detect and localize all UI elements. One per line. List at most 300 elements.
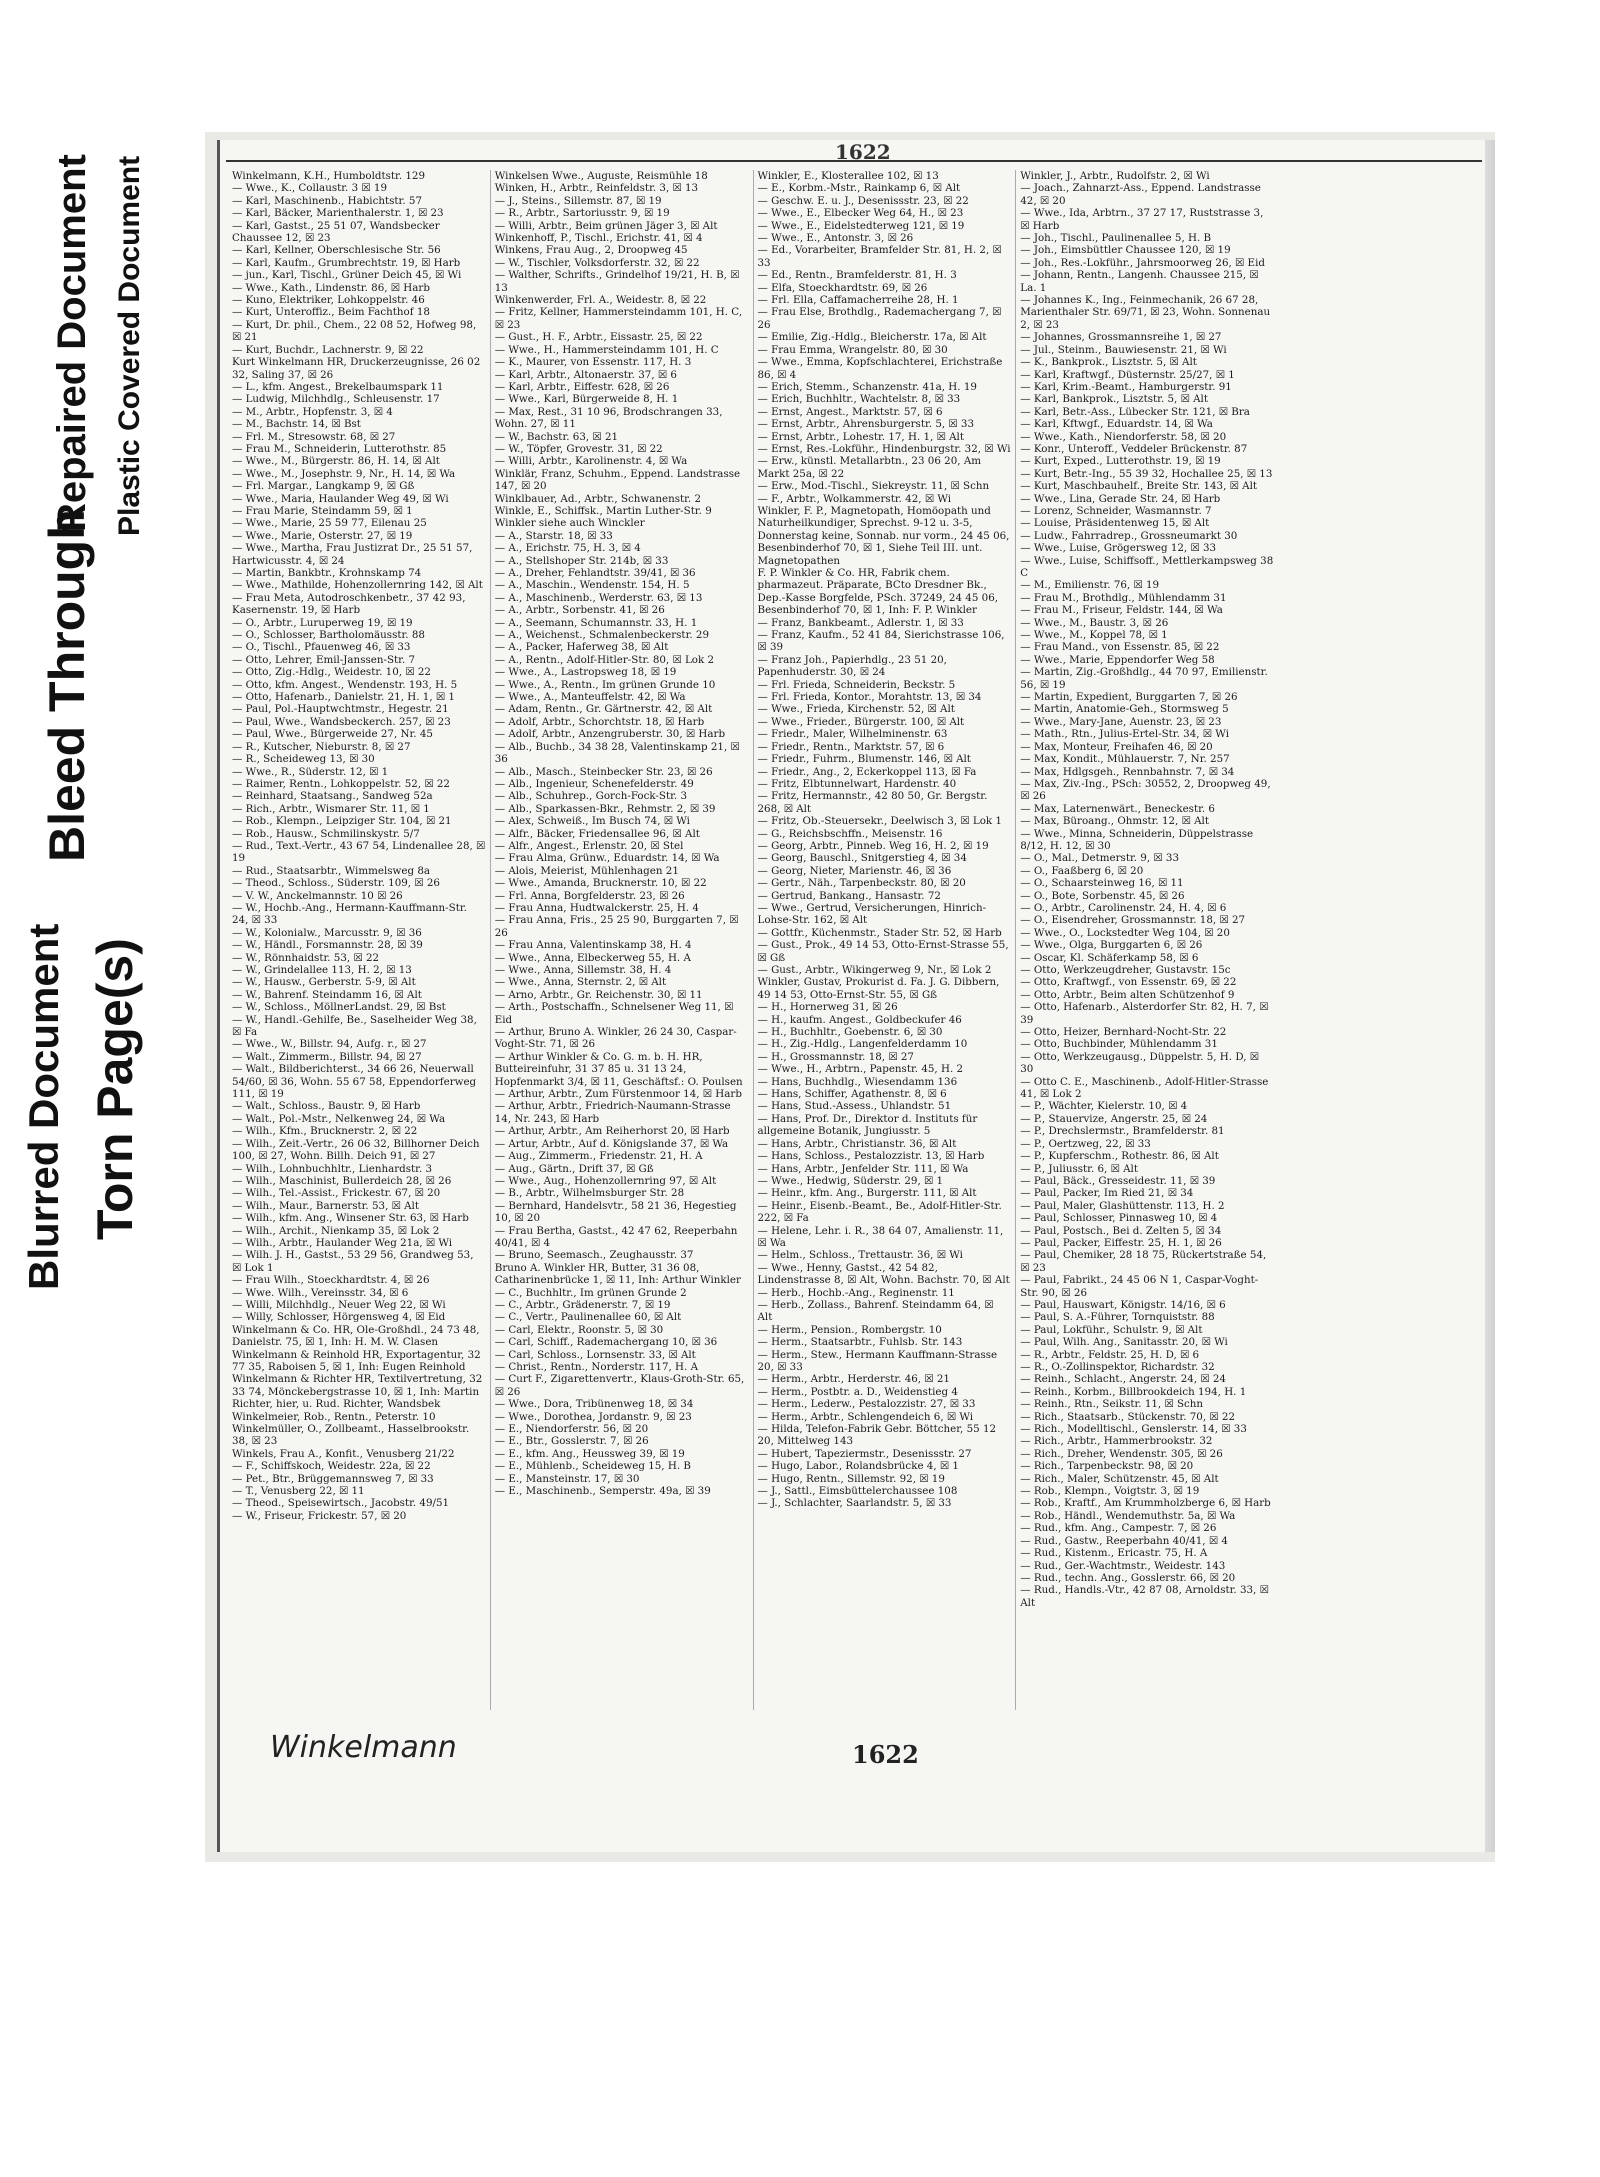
directory-entry: — R., Kutscher, Nieburstr. 8, ☒ 27 [232,740,411,753]
directory-entry: — Gust., Prok., 49 14 53, Otto-Ernst-Strasse 55, ☒ Gß [757,939,1009,964]
directory-entry: — Helm., Schloss., Trettaustr. 36, ☒ Wi [757,1249,963,1262]
directory-entry: — Wwe., Kath., Lindenstr. 86, ☒ Harb [232,281,430,294]
directory-entry: — Hans, Prof. Dr., Direktor d. Instituts für allgemeine Botanik, Jungiusstr. 5 [757,1112,978,1138]
directory-entry: — Wwe., Minna, Schneiderin, Düppelstrasse 8/12, H. 12, ☒ 30 [1020,827,1254,852]
directory-entry: — C., Arbtr., Grädenerstr. 7, ☒ 19 [494,1298,671,1311]
directory-entry: — Frau Marie, Steindamm 59, ☒ 1 [232,504,413,517]
directory-entry: — Ernst, Arbtr., Lohestr. 17, H. 1, ☒ Alt [757,430,964,443]
directory-entry: — Adolf, Arbtr., Anzengruberstr. 30, ☒ Harb [494,728,726,741]
directory-entry: — Gertrud, Bankang., Hansastr. 72 [757,889,941,902]
directory-entry: — Frl. Ella, Caffamacherreihe 28, H. 1 [757,294,959,307]
directory-entry: — Rud., Text.-Vertr., 43 67 54, Lindenallee 28, ☒ 19 [232,839,486,865]
directory-entry: — Gust., H. F., Arbtr., Eissastr. 25, ☒ 22 [494,331,703,344]
directory-entry: — Karl, Maschinenb., Habichtstr. 57 [232,194,422,207]
directory-entry: — Rud., Handls.-Vtr., 42 87 08, Arnoldstr. 33, ☒ Alt [1020,1584,1269,1609]
directory-entry: — P., Oertzweg, 22, ☒ 33 [1020,1137,1151,1150]
directory-entry: — Paul, Wwe., Wandsbeckerch. 257, ☒ 23 [232,715,451,728]
directory-entry: — Reinh., Rtn., Seikstr. 11, ☒ Schn [1020,1398,1204,1411]
directory-entry: — O., Bote, Sorbenstr. 45, ☒ 26 [1020,889,1185,902]
directory-entry: — Rud., techn. Ang., Gosslerstr. 66, ☒ 20 [1020,1571,1236,1584]
directory-entry: — Gertr., Näh., Tarpenbeckstr. 80, ☒ 20 [757,877,966,890]
directory-entry: — Wwe., M., Baustr. 3, ☒ 26 [1020,616,1169,629]
directory-entry: — A., Seemann, Schumannstr. 33, H. 1 [494,616,698,629]
directory-entry: — Alfr., Angest., Erlenstr. 20, ☒ Stel [494,839,684,852]
directory-entry: — Reinh., Schlacht., Angerstr. 24, ☒ 24 [1020,1373,1226,1386]
directory-entry: Winkler siehe auch Winckler [494,517,645,530]
directory-entry: — Herm., Pension., Rombergstr. 10 [757,1323,942,1336]
directory-entry: — H., Grossmannstr. 18, ☒ 27 [757,1050,914,1063]
directory-entry: — Louise, Präsidentenweg 15, ☒ Alt [1020,517,1210,530]
directory-entry: — A., Weichenst., Schmalenbeckerstr. 29 [494,629,710,642]
directory-entry: — Friedr., Fuhrm., Blumenstr. 146, ☒ Alt [757,753,971,766]
directory-entry: — Reinhard, Staatsang., Sandweg 52a [232,790,433,803]
directory-entry: — Otto, Hafenarb., Alsterdorfer Str. 82, H. 7, ☒ 39 [1020,1001,1269,1026]
directory-entry: — M., Arbtr., Hopfenstr. 3, ☒ 4 [232,405,393,418]
directory-entry: — A., Arbtr., Sorbenstr. 41, ☒ 26 [494,604,665,617]
directory-entry: — Lorenz, Schneider, Wasmannstr. 7 [1020,504,1212,517]
directory-entry: — Paul, Hauswart, Königstr. 14/16, ☒ 6 [1020,1298,1226,1311]
directory-entry: — Curt F., Zigarettenvertr., Klaus-Groth-Str. 65, ☒ 26 [494,1373,745,1398]
directory-entry: — F., Arbtr., Wolkammerstr. 42, ☒ Wi [757,492,952,505]
directory-entry: — Alois, Meierist, Mühlenhagen 21 [494,864,679,877]
directory-entry: — Fritz, Elbtunnelwart, Hardenstr. 40 [757,777,957,790]
directory-entry: — Herm., Arbtr., Schlengendeich 6, ☒ Wi [757,1410,974,1423]
directory-entry: — Georg, Nieter, Marienstr. 46, ☒ 36 [757,864,952,877]
directory-entry: Winkelmüller, O., Zollbeamt., Hasselbrookstr. 38, ☒ 23 [232,1423,470,1448]
directory-entry: — Frau M., Brothdlg., Mühlendamm 31 [1020,591,1227,604]
directory-entry: — Ernst, Res.-Lokführ., Hindenburgstr. 32, ☒ Wi [757,442,1011,455]
directory-entry: — Frau M., Friseur, Feldstr. 144, ☒ Wa [1020,604,1223,617]
directory-entry: — Frau Meta, Autodroschkenbetr., 37 42 93, Kasernenstr. 19, ☒ Harb [232,591,466,617]
directory-entry: — Rob., Klempn., Voigtstr. 3, ☒ 19 [1020,1485,1200,1498]
directory-entry: — Wwe., Amanda, Brucknerstr. 10, ☒ 22 [494,877,707,890]
directory-entry: — Martin, Bankbtr., Krohnskamp 74 [232,567,422,579]
directory-entry: — Paul, Schlosser, Pinnasweg 10, ☒ 4 [1020,1212,1218,1225]
directory-entry: — Frau M., Schneiderin, Lutterothstr. 85 [232,442,447,455]
directory-entry: — Alex, Schweiß., Im Busch 74, ☒ Wi [494,815,690,828]
directory-entry: — O., Tischl., Pfauenweg 46, ☒ 33 [232,641,411,654]
directory-entry: — Wwe., Henny, Gastst., 42 54 82, Lindenstrasse 8, ☒ Alt, Wohn. Bachstr. 70, ☒ Alt [757,1261,1010,1287]
directory-entry: — Wwe., Dorothea, Jordanstr. 9, ☒ 23 [494,1410,692,1423]
directory-entry: — Franz, Bankbeamt., Adlerstr. 1, ☒ 33 [757,616,964,629]
directory-entry: — Max, Monteur, Freihafen 46, ☒ 20 [1020,740,1213,753]
directory-entry: — Erich, Stemm., Schanzenstr. 41a, H. 19 [757,380,977,393]
directory-entry: — A., Stellshoper Str. 214b, ☒ 33 [494,554,669,567]
directory-entry: — Fritz, Kellner, Hammersteindamm 101, H. C, ☒ 23 [494,306,743,331]
directory-entry: — Otto, Lehrer, Emil-Janssen-Str. 7 [232,653,416,666]
directory-entry: — A., Maschinenb., Werderstr. 63, ☒ 13 [494,591,703,604]
directory-entry: — Alb., Ingenieur, Schenefelderstr. 49 [494,777,694,790]
directory-entry: — Karl, Bäcker, Marienthalerstr. 1, ☒ 23 [232,207,444,220]
directory-entry: — Frl. Anna, Borgfelderstr. 23, ☒ 26 [494,889,685,902]
directory-entry: — Kurt, Dr. phil., Chem., 22 08 52, Hofweg 98, ☒ 21 [232,318,477,344]
directory-entry: — Karl, Bankprok., Lisztstr. 5, ☒ Alt [1020,393,1208,406]
directory-entry: — Rich., Arbtr., Wismarer Str. 11, ☒ 1 [232,802,430,815]
directory-entry: — Christ., Rentn., Norderstr. 117, H. A [494,1361,699,1373]
directory-entry: — Max, Büroang., Ohmstr. 12, ☒ Alt [1020,815,1209,828]
columns [228,170,1278,1710]
directory-entry: — O., Eisendreher, Grossmannstr. 18, ☒ 27 [1020,914,1246,927]
directory-entry: — Wwe., M., Bürgerstr. 86, H. 14, ☒ Alt [232,455,440,468]
directory-entry: — Theod., Speisewirtsch., Jacobstr. 49/51 [232,1497,450,1510]
directory-entry: Winkenhoff, P., Tischl., Erichstr. 41, ☒ 4 [494,232,703,245]
directory-entry: — Max, Rest., 31 10 96, Brodschrangen 33, Wohn. 27, ☒ 11 [494,405,723,431]
directory-entry: — Karl, Betr.-Ass., Lübecker Str. 121, ☒ Bra [1020,405,1250,418]
directory-entry: — Erw., künstl. Metallarbtn., 23 06 20, Am Markt 25a, ☒ 22 [757,455,982,480]
directory-entry: — Carl, Schiff., Rademachergang 10, ☒ 36 [494,1336,718,1349]
directory-entry: — jun., Karl, Tischl., Grüner Deich 45, ☒ Wi [232,269,462,282]
directory-entry: — Paul, Fabrikt., 24 45 06 N 1, Caspar-Voght-Str. 90, ☒ 26 [1020,1274,1259,1299]
directory-entry: — Alb., Buchb., 34 38 28, Valentinskamp 21, ☒ 36 [494,740,740,766]
directory-entry: — Raimer, Rentn., Lohkoppelstr. 52, ☒ 22 [232,777,450,790]
directory-entry: — Wwe., W., Billstr. 94, Aufg. r., ☒ 27 [232,1038,427,1051]
directory-entry: — Otto, kfm. Angest., Wendenstr. 193, H. 5 [232,678,458,691]
directory-entry: — Ernst, Arbtr., Ahrensburgerstr. 5, ☒ 33 [757,418,975,431]
directory-entry: — R., Arbtr., Feldstr. 25, H. D, ☒ 6 [1020,1348,1200,1361]
directory-entry: — Martin, Expedient, Burggarten 7, ☒ 26 [1020,691,1238,704]
directory-entry: — Wwe., Marie, 25 59 77, Eilenau 25 [232,517,427,530]
directory-entry: — Wwe., Frieder., Bürgerstr. 100, ☒ Alt [757,715,965,728]
directory-entry: Winkler, F. P., Magnetopath, Homöopath und Naturheilkundiger, Sprechst. 9-12 u. 3-5, Donnerstag keine, Sonnab. nur vorm., 24 45 06, Besenbinderhof 70, ☒ 1, Siehe Teil III. unt. Magnetopathen [757,504,1010,567]
directory-entry: — Frl. M., Stresowstr. 68, ☒ 27 [232,430,396,443]
directory-entry: — R., Scheideweg 13, ☒ 30 [232,753,375,766]
directory-entry: — Max, Ziv.-Ing., PSch: 30552, 2, Droopweg 49, ☒ 26 [1020,777,1271,803]
directory-entry: — P., Kupferschm., Rothestr. 86, ☒ Alt [1020,1150,1219,1163]
directory-entry: — Hans, Schiffer, Agathenstr. 8, ☒ 6 [757,1088,947,1101]
directory-entry: — G., Reichsbschffn., Meisenstr. 16 [757,827,943,840]
directory-entry: Winkelsen Wwe., Auguste, Reismühle 18 [494,170,708,182]
page-number-header: 1622 [835,140,891,164]
directory-entry: — E., Btr., Gosslerstr. 7, ☒ 26 [494,1435,649,1448]
directory-entry: — Herb., Hochb.-Ang., Reginenstr. 11 [757,1286,955,1299]
directory-entry: — Joh., Eimsbüttler Chaussee 120, ☒ 19 [1020,244,1231,257]
directory-entry: — K., Bankprok., Lisztstr. 5, ☒ Alt [1020,356,1197,369]
directory-entry: — Wwe., Martha, Frau Justizrat Dr., 25 51 57, Hartwicusstr. 4, ☒ 24 [232,542,473,567]
directory-entry: — W., Hausw., Gerberstr. 5-9, ☒ Alt [232,976,416,989]
directory-entry: Winkels, Frau A., Konfit., Venusberg 21/22 [232,1447,455,1460]
directory-entry: — Otto, Werkzeugdreher, Gustavstr. 15c [1020,964,1231,976]
directory-entry: — M., Emilienstr. 76, ☒ 19 [1020,579,1160,592]
directory-entry: — J., Steins., Sillemstr. 87, ☒ 19 [494,194,662,207]
directory-entry: — Wwe., Ida, Arbtrn., 37 27 17, Ruststrasse 3, ☒ Harb [1020,207,1264,232]
directory-entry: — Ernst, Angest., Marktstr. 57, ☒ 6 [757,405,943,418]
directory-entry: — Walt., Bildberichterst., 34 66 26, Neuerwall 54/60, ☒ 36, Wohn. 55 67 58, Eppendorferweg 111, ☒ 19 [232,1063,477,1101]
directory-entry: — Willi, Milchhdlg., Neuer Weg 22, ☒ Wi [232,1298,446,1311]
directory-entry: — Kurt, Maschbauhelf., Breite Str. 143, ☒ Alt [1020,480,1258,493]
directory-entry: — Wilh., Arbtr., Haulander Weg 21a, ☒ Wi [232,1236,453,1249]
handwritten-name: Winkelmann [270,1730,457,1765]
directory-entry: — Ludwig, Milchhdlg., Schleusenstr. 17 [232,393,440,406]
directory-entry: — Karl, Krim.-Beamt., Hamburgerstr. 91 [1020,380,1232,393]
directory-entry: — O., Faaßberg 6, ☒ 20 [1020,864,1144,877]
directory-entry: — Kurt, Buchdr., Lachnerstr. 9, ☒ 22 [232,343,424,356]
directory-entry: — T., Venusberg 22, ☒ 11 [232,1485,365,1498]
directory-entry: Winkler, Gustav, Prokurist d. Fa. J. G. Dibbern, 49 14 53, Otto-Ernst-Str. 55, ☒ Gß [757,976,1000,1001]
directory-entry: — Konr., Unteroff., Veddeler Brückenstr. 87 [1020,442,1248,455]
directory-entry: Bruno A. Winkler HR, Butter, 31 36 08, Catharinenbrücke 1, ☒ 11, Inh: Arthur Winkler [494,1261,741,1287]
directory-entry: — Martin, Anatomie-Geh., Stormsweg 5 [1020,703,1229,716]
directory-entry: — Wwe., Kath., Niendorferstr. 58, ☒ 20 [1020,430,1227,443]
directory-entry: — Elfa, Stoeckhardtstr. 69, ☒ 26 [757,281,928,294]
directory-entry: — Wwe., Hedwig, Süderstr. 29, ☒ 1 [757,1174,944,1187]
directory-entry: — Frau Emma, Wrangelstr. 80, ☒ 30 [757,343,948,356]
directory-entry: — M., Bachstr. 14, ☒ Bst [232,418,361,431]
directory-entry: — A., Packer, Haferweg 38, ☒ Alt [494,641,669,654]
directory-entry: — Wilh., Tel.-Assist., Frickestr. 67, ☒ 20 [232,1187,441,1200]
directory-entry: — Aug., Gärtn., Drift 37, ☒ Gß [494,1162,654,1175]
directory-entry: — Herm., Postbtr. a. D., Weidenstieg 4 [757,1385,958,1398]
directory-entry: — W., Bahrenf. Steindamm 16, ☒ Alt [232,988,422,1001]
label-plastic-covered-document: Plastic Covered Document [113,155,146,536]
directory-entry: — Aug., Zimmerm., Friedenstr. 21, H. A [494,1150,703,1163]
directory-entry: — Math., Rtn., Julius-Ertel-Str. 34, ☒ Wi [1020,728,1229,741]
directory-entry: — Paul, Maler, Glashüttenstr. 113, H. 2 [1020,1199,1225,1212]
directory-entry: — Johannes, Grossmannsreihe 1, ☒ 27 [1020,331,1222,344]
directory-entry: — Rud., Staatsarbtr., Wimmelsweg 8a [232,864,431,877]
directory-entry: — E., Niendorferstr. 56, ☒ 20 [494,1423,649,1436]
directory-entry: — Herm., Staatsarbtr., Fuhlsb. Str. 143 [757,1336,963,1349]
directory-entry: — Rud., kfm. Ang., Campestr. 7, ☒ 26 [1020,1522,1217,1535]
directory-entry: — Hugo, Rentn., Sillemstr. 92, ☒ 19 [757,1472,945,1485]
directory-entry: — Paul, Pol.-Hauptwchtmstr., Hegestr. 21 [232,703,449,716]
directory-entry: Kurt Winkelmann HR, Druckerzeugnisse, 26 02 32, Saling 37, ☒ 26 [232,356,481,381]
directory-entry: Winkelmann, K.H., Humboldtstr. 129 [232,170,426,182]
scanned-page [205,132,1495,1862]
directory-entry: — Wwe., Gertrud, Versicherungen, Hinrich-Lohse-Str. 162, ☒ Alt [757,901,987,927]
directory-entry: — W., Friseur, Frickestr. 57, ☒ 20 [232,1509,407,1522]
directory-entry: — Ludw., Fahrradrep., Grossneumarkt 30 [1020,529,1238,542]
directory-entry: — Reinh., Korbm., Billbrookdeich 194, H. 1 [1020,1385,1247,1398]
directory-entry: — Karl, Arbtr., Altonaerstr. 37, ☒ 6 [494,368,677,381]
directory-entry: — Wwe., Mathilde, Hohenzollernring 142, ☒ Alt [232,579,483,592]
directory-entry: — Rich., Staatsarb., Stückenstr. 70, ☒ 22 [1020,1410,1236,1423]
directory-entry: — Geschw. E. u. J., Desenissstr. 23, ☒ 22 [757,194,969,207]
column-2 [491,170,754,1710]
directory-entry: — Joh., Res.-Lokführ., Jahrsmoorweg 26, ☒ Eid [1020,256,1265,269]
directory-entry: — Arthur, Arbtr., Zum Fürstenmoor 14, ☒ Harb [494,1088,742,1101]
column-3 [754,170,1017,1710]
directory-entry: — Wwe., R., Süderstr. 12, ☒ 1 [232,765,389,778]
directory-entry: — Wwe., A., Lastropsweg 18, ☒ 19 [494,666,677,679]
directory-entry: — C., Vertr., Paulinenallee 60, ☒ Alt [494,1311,682,1324]
directory-entry: — Karl, Kraftwgf., Düsternstr. 25/27, ☒ 1 [1020,368,1235,381]
directory-entry: — Wwe., Marie, Osterstr. 27, ☒ 19 [232,529,413,542]
directory-entry: — Arth., Postschaffn., Schnelsener Weg 11, ☒ Eid [494,1001,734,1026]
directory-entry: — W., Handl.-Gehilfe, Be., Saselheider Weg 38, ☒ Fa [232,1013,477,1039]
directory-entry: — Paul, Packer, Im Ried 21, ☒ 34 [1020,1187,1194,1200]
directory-entry: Winkelmeier, Rob., Rentn., Peterstr. 10 [232,1410,436,1423]
directory-entry: — Willi, Arbtr., Karolinenstr. 4, ☒ Wa [494,455,688,468]
directory-entry: — Hans, Stud.-Assess., Uhlandstr. 51 [757,1100,952,1113]
directory-entry: — Georg, Bauschl., Snitgerstieg 4, ☒ 34 [757,852,967,865]
directory-entry: — Gust., Arbtr., Wikingerweg 9, Nr., ☒ Lok 2 [757,964,992,976]
directory-entry: — Willi, Arbtr., Beim grünen Jäger 3, ☒ Alt [494,219,718,232]
directory-entry: — Wilh., Maschinist, Bullerdeich 28, ☒ 26 [232,1174,452,1187]
directory-entry: — Paul, Chemiker, 28 18 75, Rückertstraße 54, ☒ 23 [1020,1249,1267,1274]
directory-entry: — Alb., Schuhrep., Gorch-Fock-Str. 3 [494,790,687,803]
directory-entry: — Jul., Steinm., Bauwiesenstr. 21, ☒ Wi [1020,343,1227,356]
directory-entry: — Wwe., Anna, Elbeckerweg 55, H. A [494,951,691,964]
label-blurred-document: Blurred Document [20,923,67,1290]
directory-entry: — Herm., Arbtr., Herderstr. 46, ☒ 21 [757,1373,950,1386]
directory-entry: — E., Korbm.-Mstr., Rainkamp 6, ☒ Alt [757,182,961,195]
directory-entry: — Wwe., M., Josephstr. 9, Nr., H. 14, ☒ Wa [232,467,456,480]
page-edge-shadow [1485,140,1495,1852]
directory-entry: — Johann, Rentn., Langenh. Chaussee 215, ☒ La. 1 [1020,269,1259,294]
directory-entry: — Heinr., kfm. Ang., Burgerstr. 111, ☒ Alt [757,1187,977,1200]
directory-entry: Winklär, Franz, Schuhm., Eppend. Landstrasse 147, ☒ 20 [494,467,741,493]
directory-entry: — Willy, Schlosser, Hörgensweg 4, ☒ Eid [232,1311,446,1324]
directory-entry: — O., Schaarsteinweg 16, ☒ 11 [1020,877,1184,890]
directory-entry: — Rob., Händl., Wendemuthstr. 5a, ☒ Wa [1020,1509,1236,1522]
directory-entry: — Wwe. Wilh., Vereinsstr. 34, ☒ 6 [232,1286,409,1299]
directory-entry: — Herm., Stew., Hermann Kauffmann-Strasse 20, ☒ 33 [757,1348,998,1373]
directory-entry: Winkelmann & Reinhold HR, Exportagentur, 32 77 35, Raboisen 5, ☒ 1, Inh: Eugen Reinhold [232,1348,481,1373]
directory-entry: Winkle, E., Schiffsk., Martin Luther-Str. 9 [494,504,712,517]
directory-entry: — Frl. Frieda, Kontor., Morahtstr. 13, ☒ 34 [757,691,982,704]
directory-entry: — F., Schiffskoch, Weidestr. 22a, ☒ 22 [232,1460,431,1473]
directory-entry: — Wwe., Anna, Sternstr. 2, ☒ Alt [494,976,667,989]
directory-entry: — Kurt, Betr.-Ing., 55 39 32, Hochallee 25, ☒ 13 [1020,467,1273,480]
directory-entry: — Fritz, Ob.-Steuersekr., Deelwisch 3, ☒ Lok 1 [757,815,1002,828]
directory-entry: — Rud., Ger.-Wachtmstr., Weidestr. 143 [1020,1559,1226,1572]
directory-entry: — Fritz, Hermannstr., 42 80 50, Gr. Bergstr. 268, ☒ Alt [757,790,988,815]
directory-entry: — Rich., Tarpenbeckstr. 98, ☒ 20 [1020,1460,1194,1473]
directory-entry: — Frau Alma, Grünw., Eduardstr. 14, ☒ Wa [494,852,720,865]
directory-entry: — Johannes K., Ing., Feinmechanik, 26 67 28, Marienthaler Str. 69/71, ☒ 23, Wohn. Sonnenau 2, ☒ 23 [1020,294,1271,331]
directory-entry: — Otto, Buchbinder, Mühlendamm 31 [1020,1038,1218,1051]
directory-entry: — Wwe., Luise, Schiffsoff., Mettlerkampsweg 38 C [1020,554,1274,579]
directory-entry: — Wwe., H., Arbtrn., Papenstr. 45, H. 2 [757,1063,964,1076]
directory-entry: — O., Arbtr., Carolinenstr. 24, H. 4, ☒ 6 [1020,901,1227,914]
label-bleed-through: Bleed Through [39,509,95,862]
header-rule [226,160,1482,162]
directory-entry: — Karl, Kftwgf., Eduardstr. 14, ☒ Wa [1020,418,1213,431]
directory-entry: — H., Buchhltr., Goebenstr. 6, ☒ 30 [757,1026,943,1039]
directory-entry: — Hans, Arbtr., Christianstr. 36, ☒ Alt [757,1137,957,1150]
directory-entry: — Herb., Zollass., Bahrenf. Steindamm 64, ☒ Alt [757,1298,994,1324]
directory-entry: — Wwe., E., Eidelstedterweg 121, ☒ 19 [757,219,965,232]
directory-entry: — Oscar, Kl. Schäferkamp 58, ☒ 6 [1020,951,1199,964]
directory-entry: — Wwe., Luise, Grögersweg 12, ☒ 33 [1020,542,1217,555]
directory-entry: — Hans, Schloss., Pestalozzistr. 13, ☒ Harb [757,1150,985,1163]
directory-entry: — Wilh. J. H., Gastst., 53 29 56, Grandweg 53, ☒ Lok 1 [232,1249,474,1274]
directory-entry: — Rich., Arbtr., Hammerbrookstr. 32 [1020,1435,1213,1448]
directory-entry: — W., Töpfer, Grovestr. 31, ☒ 22 [494,442,663,455]
directory-entry: — E., kfm. Ang., Heussweg 39, ☒ 19 [494,1447,685,1460]
directory-entry: — Karl, Gastst., 25 51 07, Wandsbecker Chaussee 12, ☒ 23 [232,219,440,245]
directory-entry: — Pet., Btr., Brüggemannsweg 7, ☒ 33 [232,1472,434,1485]
directory-entry: — W., Hochb.-Ang., Hermann-Kauffmann-Str. 24, ☒ 33 [232,901,467,927]
directory-entry: — Adolf, Arbtr., Schorchtstr. 18, ☒ Harb [494,715,705,728]
directory-entry: — Joach., Zahnarzt-Ass., Eppend. Landstrasse 42, ☒ 20 [1020,182,1261,207]
directory-entry: — Rob., Hausw., Schmilinskystr. 5/7 [232,827,420,840]
directory-entry: — Heinr., Eisenb.-Beamt., Be., Adolf-Hitler-Str. 222, ☒ Fa [757,1199,1002,1225]
directory-entry: — Wilh., Lohnbuchhltr., Lienhardstr. 3 [232,1162,433,1175]
directory-entry: — J., Schlachter, Saarlandstr. 5, ☒ 33 [757,1497,952,1510]
directory-entry: — E., Mühlenb., Scheideweg 15, H. B [494,1460,691,1473]
directory-entry: — Otto, Zig.-Hdlg., Weidestr. 10, ☒ 22 [232,666,431,679]
directory-entry: — Max, Kondit., Mühlauerstr. 7, Nr. 257 [1020,753,1230,766]
directory-entry: — Paul, S. A.-Führer, Tornquiststr. 88 [1020,1311,1215,1324]
directory-entry: — Wwe., Karl, Bürgerweide 8, H. 1 [494,393,679,406]
directory-entry: — Paul, Packer, Eiffestr. 25, H. 1, ☒ 26 [1020,1236,1222,1249]
directory-entry: — Alfr., Bäcker, Friedensallee 96, ☒ Alt [494,827,700,840]
directory-entry: — V. W., Anckelmannstr. 10 ☒ 26 [232,889,403,902]
directory-entry: — Wwe., Frieda, Kirchenstr. 52, ☒ Alt [757,703,955,716]
directory-entry: — Kuno, Elektriker, Lohkoppelstr. 46 [232,294,425,307]
directory-entry: — Rud., Gastw., Reeperbahn 40/41, ☒ 4 [1020,1534,1228,1547]
directory-entry: — Frau Else, Brothdlg., Rademachergang 7, ☒ 26 [757,306,1002,331]
directory-entry: — Rich., Modelltischl., Genslerstr. 14, ☒ 33 [1020,1423,1247,1436]
directory-entry: — Wwe., H., Hammersteindamm 101, H. C [494,343,719,356]
directory-entry: — Theod., Schloss., Süderstr. 109, ☒ 26 [232,877,440,890]
directory-entry: — Wwe., Olga, Burggarten 6, ☒ 26 [1020,939,1203,952]
directory-entry: F. P. Winkler & Co. HR, Fabrik chem. pharmazeut. Präparate, BCto Dresdner Bk., Dep.-Kasse Borgfelde, PSch. 37249, 24 45 06, Besenbinderhof 70, ☒ 1, Inh: F. P. Winkler [757,567,999,617]
column-4 [1016,170,1278,1710]
directory-entry: — Otto, Heizer, Bernhard-Nocht-Str. 22 [1020,1026,1227,1039]
directory-entry: — Erich, Buchhltr., Wachtelstr. 8, ☒ 33 [757,393,961,406]
directory-entry: — Paul, Lokführ., Schulstr. 9, ☒ Alt [1020,1323,1203,1336]
directory-entry: Winkens, Frau Aug., 2, Droopweg 45 [494,244,688,257]
directory-entry: — Hubert, Tapeziermstr., Desenissstr. 27 [757,1447,972,1460]
directory-entry: — A., Erichstr. 75, H. 3, ☒ 4 [494,542,641,555]
directory-entry: — Frl. Margar., Langkamp 9, ☒ Gß [232,480,415,493]
directory-entry: — Otto, Hafenarb., Danielstr. 21, H. 1, ☒ 1 [232,691,455,704]
directory-entry: — Wwe., Marie, Eppendorfer Weg 58 [1020,653,1215,666]
directory-entry: — K., Maurer, von Essenstr. 117, H. 3 [494,356,692,369]
directory-entry: — C., Buchhltr., Im grünen Grunde 2 [494,1286,687,1299]
directory-entry: — W., Rönnhaidstr. 53, ☒ 22 [232,951,380,964]
directory-entry: — Frau Anna, Hudtwalckerstr. 25, H. 4 [494,901,699,914]
directory-entry: — Helene, Lehr. i. R., 38 64 07, Amalienstr. 11, ☒ Wa [757,1224,1004,1249]
directory-entry: — Joh., Tischl., Paulinenallee 5, H. B [1020,232,1212,245]
directory-entry: Winklbauer, Ad., Arbtr., Schwanenstr. 2 [494,492,702,505]
directory-entry: — J., Sattl., Eimsbüttelerchaussee 108 [757,1485,958,1498]
directory-entry: — Martin, Zig.-Großhdlg., 44 70 97, Emilienstr. 56, ☒ 19 [1020,666,1268,691]
directory-entry: — E., Maschinenb., Semperstr. 49a, ☒ 39 [494,1485,711,1498]
directory-page [217,140,1488,1852]
directory-entry: — W., Händl., Forsmannstr. 28, ☒ 39 [232,939,423,952]
directory-entry: — L., kfm. Angest., Brekelbaumspark 11 [232,380,444,393]
directory-entry: — Ed., Rentn., Bramfelderstr. 81, H. 3 [757,269,957,282]
directory-entry: — Wwe., K., Collaustr. 3 ☒ 19 [232,182,388,195]
directory-entry: — Wilh., Kfm., Brucknerstr. 2, ☒ 22 [232,1125,418,1138]
directory-entry: — Hilda, Telefon-Fabrik Gebr. Böttcher, 55 12 20, Mittelweg 143 [757,1423,997,1448]
directory-entry: — A., Rentn., Adolf-Hitler-Str. 80, ☒ Lok 2 [494,653,715,666]
directory-entry: — Franz Joh., Papierhdlg., 23 51 20, Papenhuderstr. 30, ☒ 24 [757,653,947,679]
directory-entry: — Wwe., E., Antonstr. 3, ☒ 26 [757,232,914,245]
directory-entry: — Gottfr., Küchenmstr., Stader Str. 52, ☒ Harb [757,926,1002,939]
directory-entry: — Karl, Kaufm., Grumbrechtstr. 19, ☒ Harb [232,256,461,269]
column-1 [228,170,491,1710]
directory-entry: — Kurt, Exped., Lutterothstr. 19, ☒ 19 [1020,455,1221,468]
directory-entry: — Wilh., kfm. Ang., Winsener Str. 63, ☒ Harb [232,1212,469,1225]
directory-entry: — Wwe., Aug., Hohenzollernring 97, ☒ Alt [494,1174,717,1187]
directory-entry: — Friedr., Maler, Wilhelminenstr. 63 [757,728,948,741]
directory-entry: — O., Mal., Detmerstr. 9, ☒ 33 [1020,852,1180,865]
directory-entry: — Alb., Masch., Steinbecker Str. 23, ☒ 26 [494,765,713,778]
directory-entry: — Frau Anna, Fris., 25 25 90, Burggarten 7, ☒ 26 [494,914,739,939]
directory-entry: — Walther, Schrifts., Grindelhof 19/21, H. B, ☒ 13 [494,269,740,294]
directory-entry: — Arthur, Bruno A. Winkler, 26 24 30, Caspar-Voght-Str. 71, ☒ 26 [494,1026,737,1051]
directory-entry: — Wwe., Mary-Jane, Auenstr. 23, ☒ 23 [1020,715,1222,728]
directory-entry: — Hans, Buchhdlg., Wiesendamm 136 [757,1075,958,1088]
directory-entry: — Otto, Arbtr., Beim alten Schützenhof 9 [1020,988,1235,1001]
directory-entry: — Friedr., Rentn., Marktstr. 57, ☒ 6 [757,740,945,753]
directory-entry: — O., Schlosser, Bartholomäusstr. 88 [232,629,425,642]
directory-entry: — Walt., Zimmerm., Billstr. 94, ☒ 27 [232,1050,422,1063]
